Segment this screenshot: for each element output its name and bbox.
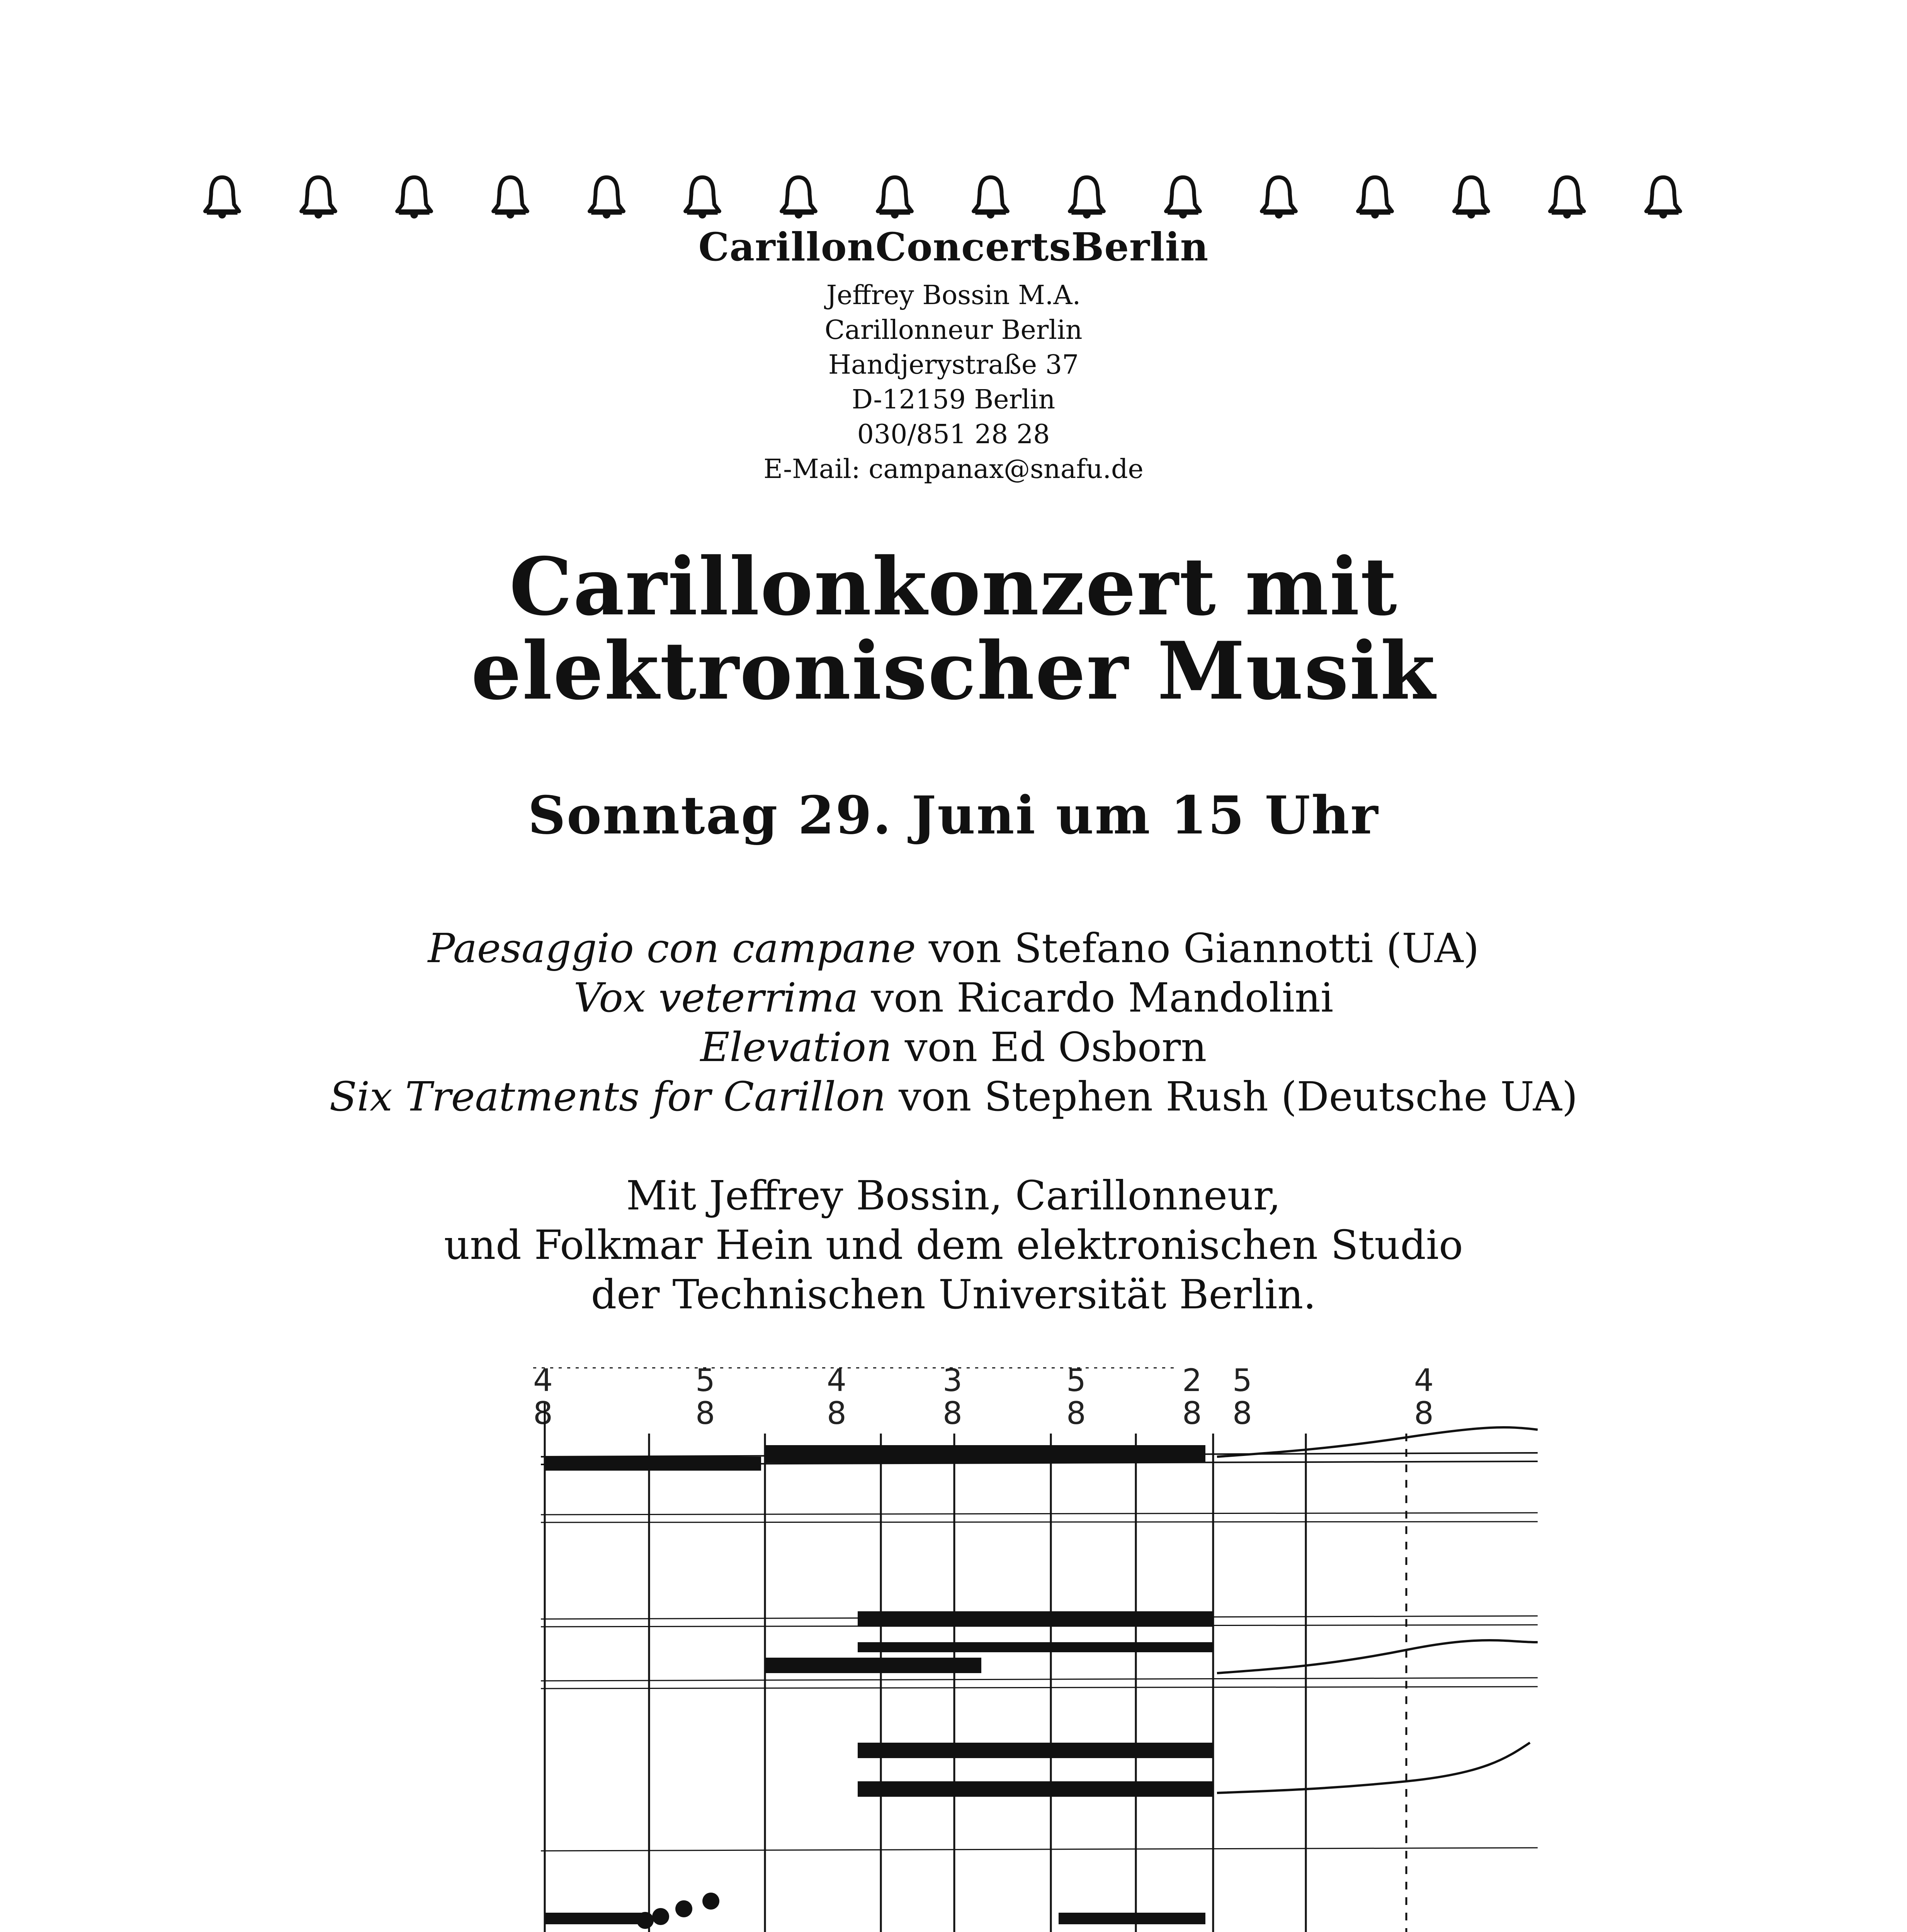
contact-role: Carillonneur Berlin <box>824 315 1083 345</box>
time-signature-numerator: 4 <box>1414 1362 1434 1398</box>
program-item <box>0 973 1907 1022</box>
bell-icon <box>874 174 916 220</box>
program-composer: von Stefano Giannotti (UA) <box>916 925 1479 972</box>
time-signatures <box>533 1362 1434 1431</box>
contact-name: Jeffrey Bossin M.A. <box>826 280 1081 311</box>
time-signature-numerator: 5 <box>1232 1362 1252 1398</box>
performers <box>0 1171 1907 1319</box>
program-work-title: Elevation <box>700 1024 892 1071</box>
lower-staff-notes <box>545 1893 1205 1929</box>
program-work-title: Vox veterrima <box>573 974 858 1021</box>
concert-date: Sonntag 29. Juni um 15 Uhr <box>528 784 1379 846</box>
program-composer: von Stephen Rush (Deutsche UA) <box>886 1073 1578 1120</box>
program-composer: von Ricardo Mandolini <box>858 974 1334 1021</box>
program-item <box>0 1022 1907 1072</box>
contact-city: D-12159 Berlin <box>852 384 1055 415</box>
bell-icon <box>777 174 820 220</box>
bell-icon <box>489 174 532 220</box>
bell-icon <box>1642 174 1684 220</box>
time-signature-denominator: 8 <box>533 1395 553 1431</box>
bell-row-top <box>201 174 1684 220</box>
bell-icon <box>1162 174 1204 220</box>
bell-icon <box>201 174 243 220</box>
time-signature-numerator: 5 <box>695 1362 715 1398</box>
program-item <box>0 923 1907 973</box>
time-signature-numerator: 2 <box>1182 1362 1202 1398</box>
time-signature-numerator: 4 <box>827 1362 846 1398</box>
score-excerpt <box>518 1341 1545 1932</box>
program-work-title: Paesaggio con campane <box>428 925 916 972</box>
program-work-title: Six Treatments for Carillon <box>329 1073 886 1120</box>
bell-icon <box>1450 174 1492 220</box>
bell-icon <box>1066 174 1108 220</box>
electronic-gestures <box>1217 1427 1538 1932</box>
title-line-2: elektronischer Musik <box>471 625 1436 718</box>
bell-icon <box>1258 174 1300 220</box>
program-composer: von Ed Osborn <box>892 1024 1207 1071</box>
time-signature-denominator: 8 <box>1066 1395 1086 1431</box>
time-signature-denominator: 8 <box>943 1395 962 1431</box>
title-line-1: Carillonkonzert mit <box>509 541 1398 633</box>
bell-icon <box>969 174 1012 220</box>
performers-line-1: Mit Jeffrey Bossin, Carillonneur, <box>626 1172 1281 1219</box>
performers-line-3: der Technischen Universität Berlin. <box>591 1271 1316 1318</box>
time-signature-denominator: 8 <box>1182 1395 1202 1431</box>
org-name: CarillonConcertsBerlin <box>698 224 1209 270</box>
program-list <box>0 923 1907 1121</box>
bell-icon <box>297 174 340 220</box>
time-signature-denominator: 8 <box>1414 1395 1434 1431</box>
time-signature-denominator: 8 <box>1232 1395 1252 1431</box>
contact-phone: 030/851 28 28 <box>857 419 1050 450</box>
performers-line-2: und Folkmar Hein und dem elektronischen Studio <box>444 1221 1463 1269</box>
page-title <box>0 541 1907 718</box>
contact-street: Handjerystraße 37 <box>828 350 1079 380</box>
bell-icon <box>1354 174 1396 220</box>
bell-icon <box>393 174 435 220</box>
bell-icon <box>585 174 628 220</box>
time-signature-denominator: 8 <box>827 1395 846 1431</box>
contact-email: E-Mail: campanax@snafu.de <box>763 454 1144 485</box>
bell-icon <box>1546 174 1588 220</box>
time-signature-numerator: 3 <box>943 1362 962 1398</box>
time-signature-denominator: 8 <box>695 1395 715 1431</box>
time-signature-numerator: 5 <box>1066 1362 1086 1398</box>
program-item <box>0 1072 1907 1121</box>
time-signature-numerator: 4 <box>533 1362 553 1398</box>
bell-icon <box>681 174 724 220</box>
contact-block <box>0 278 1907 487</box>
